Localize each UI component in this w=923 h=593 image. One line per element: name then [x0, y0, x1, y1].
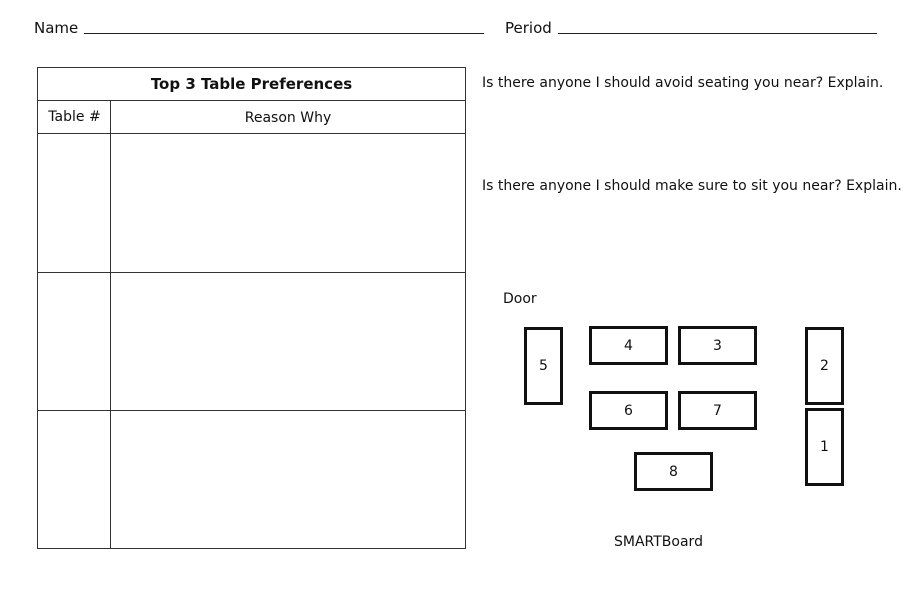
- table-header-row: [38, 101, 465, 134]
- table-cell-3-number[interactable]: [38, 411, 110, 547]
- desk-6-label: 6: [624, 402, 633, 419]
- desk-2-label: 2: [820, 358, 829, 374]
- desk-5-label: 5: [539, 358, 548, 374]
- desk-5[interactable]: [524, 327, 563, 405]
- table-cell-2-reason[interactable]: [111, 273, 465, 410]
- table-cell-1-number[interactable]: [38, 134, 110, 272]
- desk-3-label: 3: [713, 337, 722, 354]
- desk-1-label: 1: [820, 439, 829, 455]
- desk-4[interactable]: [589, 326, 668, 365]
- desk-4-label: 4: [624, 337, 633, 354]
- table-title: Top 3 Table Preferences: [38, 68, 465, 101]
- table-cell-3-reason[interactable]: [111, 411, 465, 547]
- desk-6[interactable]: [589, 391, 668, 430]
- question-avoid: Is there anyone I should avoid seating you near? Explain.: [482, 75, 884, 91]
- table-cell-2-number[interactable]: [38, 273, 110, 410]
- desk-7-label: 7: [713, 402, 722, 419]
- period-line[interactable]: [558, 33, 877, 34]
- smartboard-label: SMARTBoard: [614, 534, 703, 550]
- period-label: Period: [505, 19, 552, 37]
- desk-7[interactable]: [678, 391, 757, 430]
- desk-2[interactable]: [805, 327, 844, 405]
- desk-8-label: 8: [669, 463, 678, 480]
- name-label: Name: [34, 19, 79, 37]
- desk-3[interactable]: [678, 326, 757, 365]
- table-number-header: Table #: [48, 109, 101, 125]
- name-line[interactable]: [84, 33, 484, 34]
- question-near: Is there anyone I should make sure to sit you near? Explain.: [482, 178, 902, 194]
- desk-1[interactable]: [805, 408, 844, 486]
- desk-8[interactable]: [634, 452, 713, 491]
- preferences-table: [37, 67, 466, 549]
- reason-why-header: Reason Why: [244, 110, 332, 126]
- table-cell-1-reason[interactable]: [111, 134, 465, 272]
- door-label: Door: [503, 291, 537, 307]
